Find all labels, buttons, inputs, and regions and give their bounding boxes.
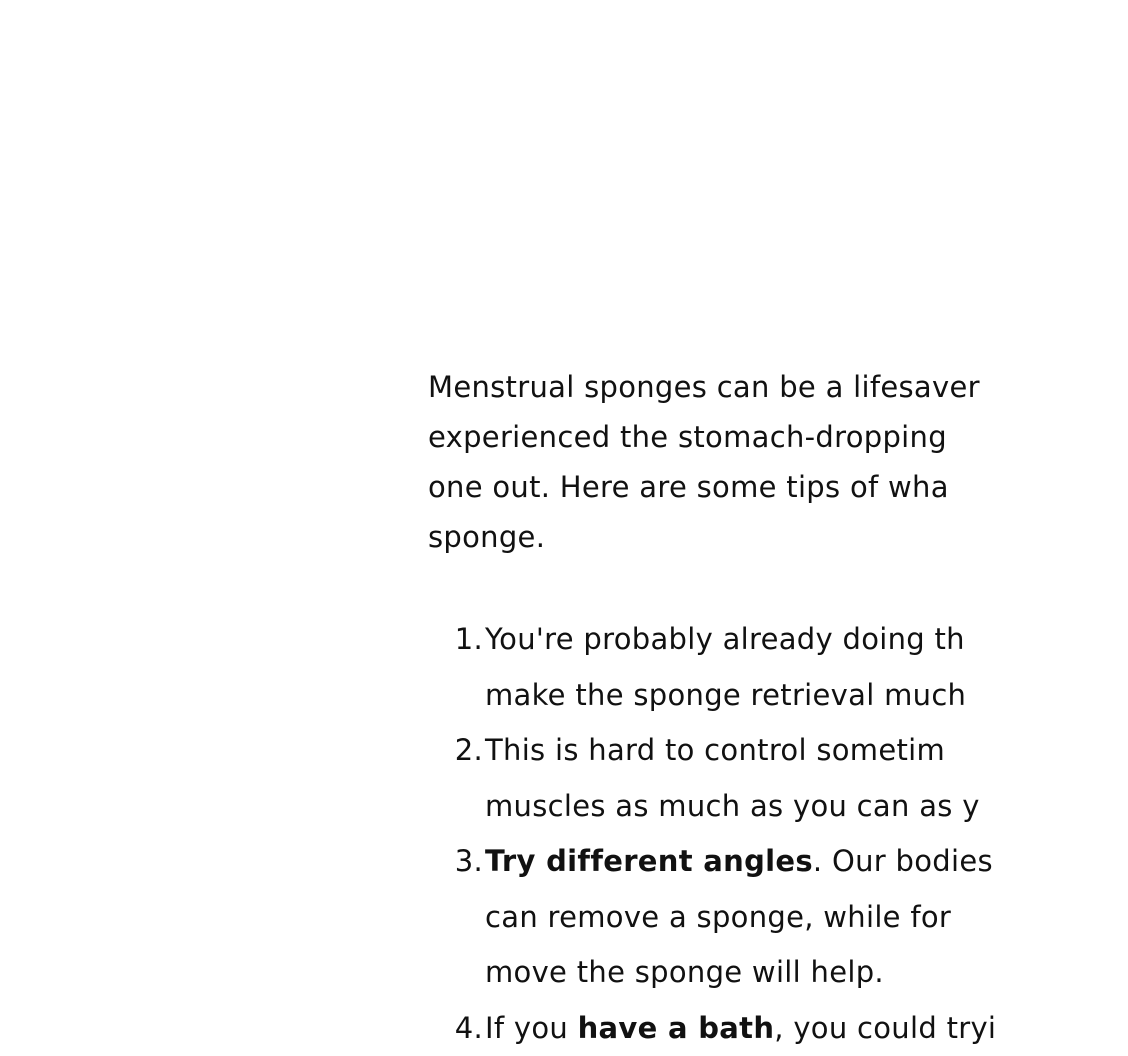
tips-list: [428, 612, 1128, 1056]
tip-item-4: [428, 1001, 1128, 1056]
tip-number: 4.: [428, 1001, 483, 1056]
tip-line: can remove a sponge, while for: [485, 890, 1128, 946]
intro-line: experienced the stomach-dropping: [428, 412, 1128, 462]
intro-line: Menstrual sponges can be a lifesaver: [428, 362, 1128, 412]
tip-line: muscles as much as you can as y: [485, 779, 1128, 835]
tip-bold-text: Try different angles: [485, 844, 813, 878]
tip-number: 1.: [428, 612, 483, 668]
article-body: [428, 362, 1024, 1026]
tip-number: 3.: [428, 834, 483, 890]
tip-text: If you: [485, 1011, 578, 1045]
tip-item-2: [428, 723, 1128, 834]
tip-text: , you could tryi: [774, 1011, 996, 1045]
intro-line: sponge.: [428, 512, 1128, 562]
tip-line: This is hard to control sometim: [485, 723, 1128, 779]
tip-item-1: [428, 612, 1128, 723]
tip-line: move the sponge will help.: [485, 945, 1128, 1001]
intro-line: one out. Here are some tips of wha: [428, 462, 1128, 512]
tip-line: [485, 1001, 1128, 1056]
tip-item-3: [428, 834, 1128, 1001]
tip-line: You're probably already doing th: [485, 612, 1128, 668]
tip-number: 2.: [428, 723, 483, 779]
tip-line: make the sponge retrieval much: [485, 668, 1128, 724]
tip-bold-text: have a bath: [578, 1011, 775, 1045]
tip-line: [485, 834, 1128, 890]
intro-paragraph: [428, 362, 1128, 562]
tip-text: . Our bodies: [813, 844, 993, 878]
